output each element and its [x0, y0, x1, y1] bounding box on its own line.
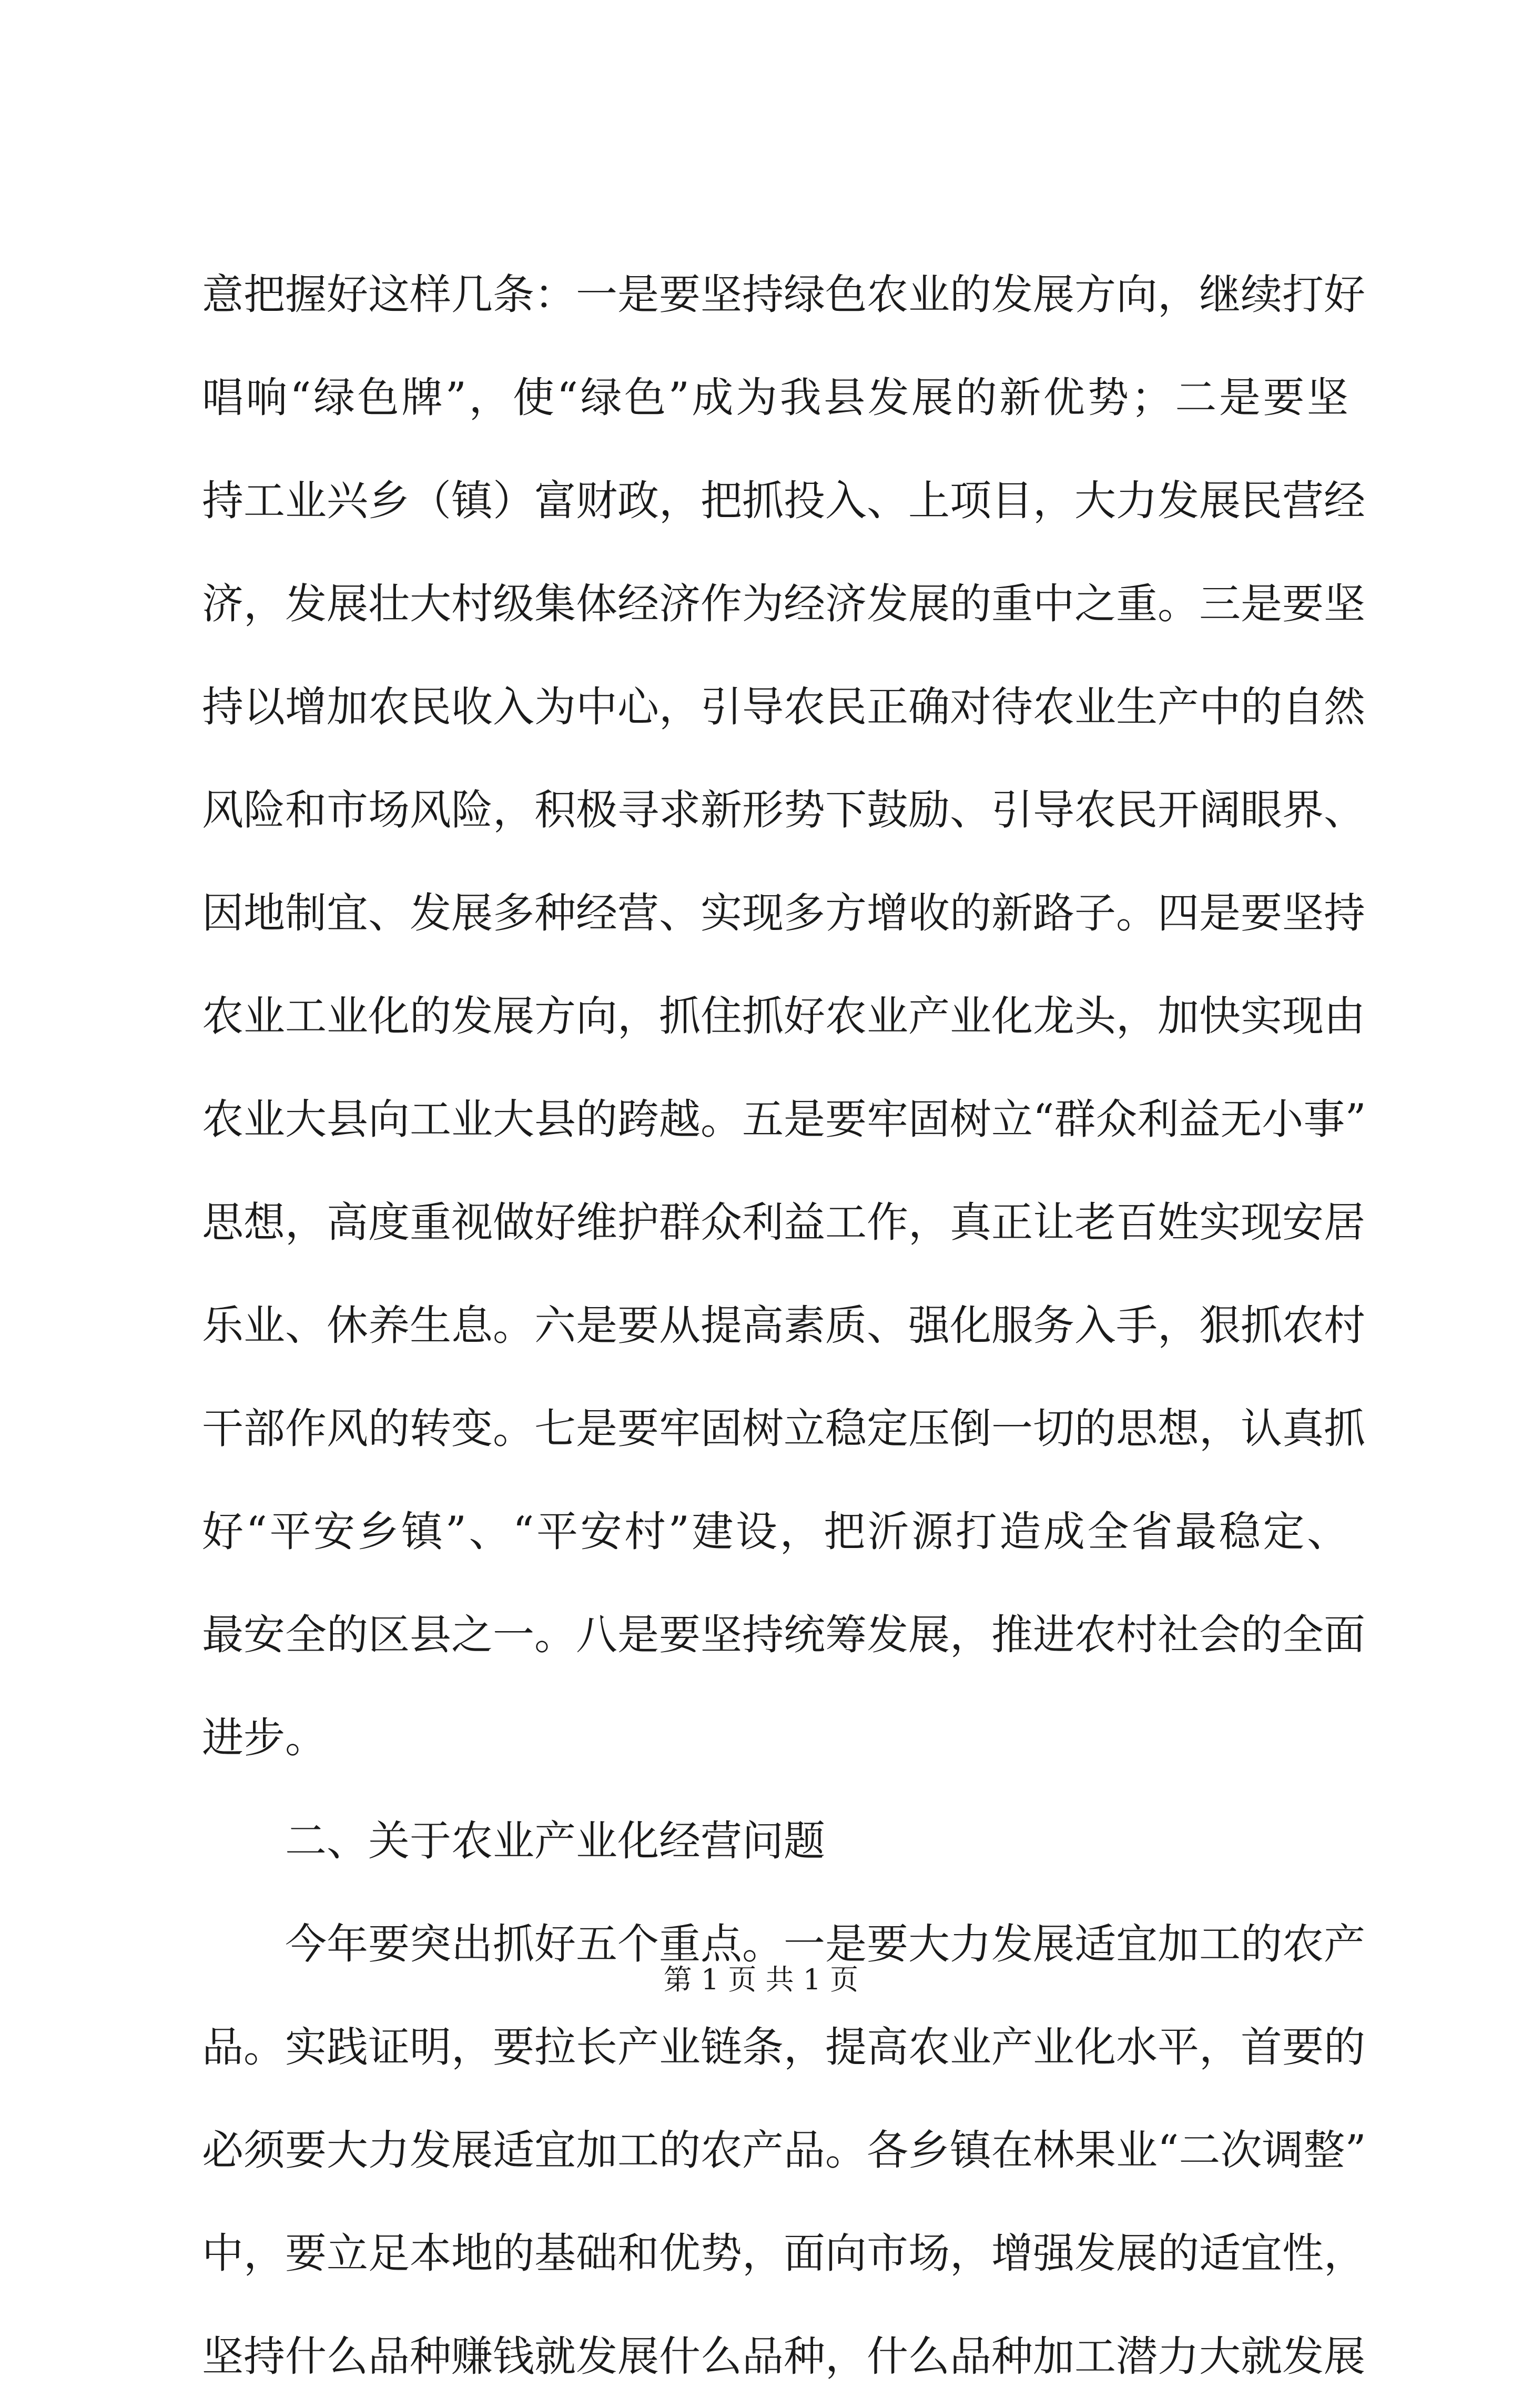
text-line: 农业工业化的发展方向，抓住抓好农业产业化龙头，加快实现由	[202, 992, 1365, 1040]
text-line: 风险和市场风险，积极寻求新形势下鼓励、引导农民开阔眼界、	[202, 786, 1365, 834]
text-line: 农业大县向工业大县的跨越。五是要牢固树立“群众利益无小事”	[202, 1095, 1366, 1144]
page-number-label: 第 1 页 共 1 页	[663, 1963, 859, 1996]
text-line: 思想，高度重视做好维护群众利益工作，真正让老百姓实现安居	[202, 1198, 1365, 1247]
page-footer	[0, 1959, 1522, 2001]
text-line: 乐业、休养生息。六是要从提高素质、强化服务入手，狠抓农村	[202, 1301, 1365, 1350]
text-line: 坚持什么品种赚钱就发展什么品种，什么品种加工潜力大就发展	[202, 2332, 1365, 2381]
text-line: 最安全的区县之一。八是要坚持统筹发展，推进农村社会的全面	[202, 1611, 1365, 1659]
text-line: 唱响“绿色牌”，使“绿色”成为我县发展的新优势；二是要坚	[202, 373, 1348, 422]
text-line: 今年要突出抓好五个重点。一是要大力发展适宜加工的农产	[285, 1920, 1365, 1968]
text-line: 必须要大力发展适宜加工的农产品。各乡镇在林果业“二次调整”	[202, 2126, 1366, 2174]
text-line: 品。实践证明，要拉长产业链条，提高农业产业化水平，首要的	[202, 2023, 1365, 2071]
text-line: 持工业兴乡（镇）富财政，把抓投入、上项目，大力发展民营经	[202, 477, 1365, 525]
text-line: 意把握好这样几条：一是要坚持绿色农业的发展方向，继续打好	[202, 270, 1365, 319]
text-line: 干部作风的转变。七是要牢固树立稳定压倒一切的思想，认真抓	[202, 1404, 1365, 1453]
text-line: 持以增加农民收入为中心，引导农民正确对待农业生产中的自然	[202, 683, 1365, 731]
document-body	[202, 243, 1366, 2408]
section-heading: 二、关于农业产业化经营问题	[285, 1817, 825, 1865]
text-line: 中，要立足本地的基础和优势，面向市场，增强发展的适宜性，	[202, 2229, 1365, 2278]
text-line: 进步。	[202, 1714, 327, 1762]
text-line: 因地制宜、发展多种经营、实现多方增收的新路子。四是要坚持	[202, 889, 1365, 937]
text-line: 济，发展壮大村级集体经济作为经济发展的重中之重。三是要坚	[202, 580, 1365, 628]
text-line: 好“平安乡镇”、“平安村”建设，把沂源打造成全省最稳定、	[202, 1507, 1348, 1556]
